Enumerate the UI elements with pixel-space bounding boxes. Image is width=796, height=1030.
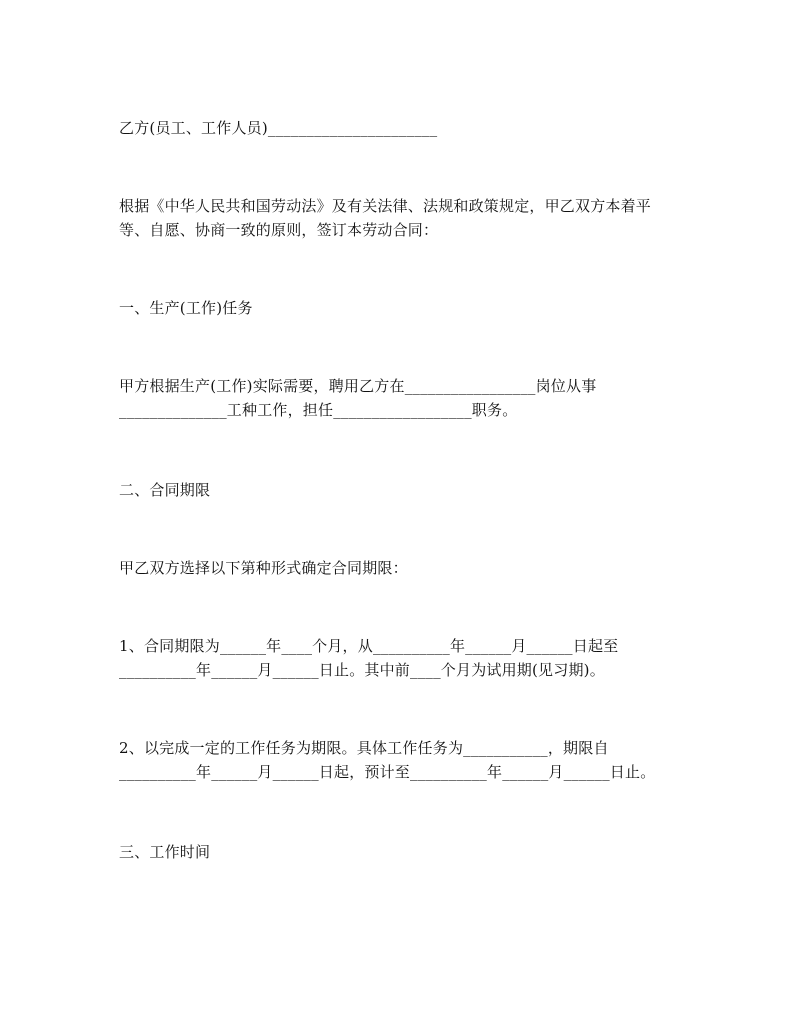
party-b-line: 乙方(员工、工作人员)______________________: [119, 119, 438, 137]
section-2-intro: 甲乙双方选择以下第种形式确定合同期限：: [119, 559, 408, 577]
section-1-line-2: ______________工种工作，担任__________________职务。: [119, 401, 518, 419]
section-2-item-2-line-2: __________年______月______日起，预计至__________年______月______日止。: [119, 763, 656, 781]
section-1-line-1: 甲方根据生产(工作)实际需要，聘用乙方在_________________岗位从事: [119, 377, 597, 395]
section-2-item-2-line-1: 2、以完成一定的工作任务为期限。具体工作任务为___________，期限自: [119, 739, 609, 757]
section-1-heading: 一、生产(工作)任务: [119, 299, 253, 317]
intro-line-2: 等、自愿、协商一致的原则，签订本劳动合同：: [119, 221, 439, 239]
section-2-item-1-line-2: __________年______月______日止。其中前____个月为试用期(见习期)。: [119, 661, 605, 679]
section-3-heading: 三、工作时间: [119, 843, 211, 861]
intro-line-1: 根据《中华人民共和国劳动法》及有关法律、法规和政策规定，甲乙双方本着平: [119, 197, 652, 215]
section-2-item-1-line-1: 1、合同期限为______年____个月，从__________年______月______日起至: [119, 637, 619, 655]
section-2-heading: 二、合同期限: [119, 481, 211, 499]
